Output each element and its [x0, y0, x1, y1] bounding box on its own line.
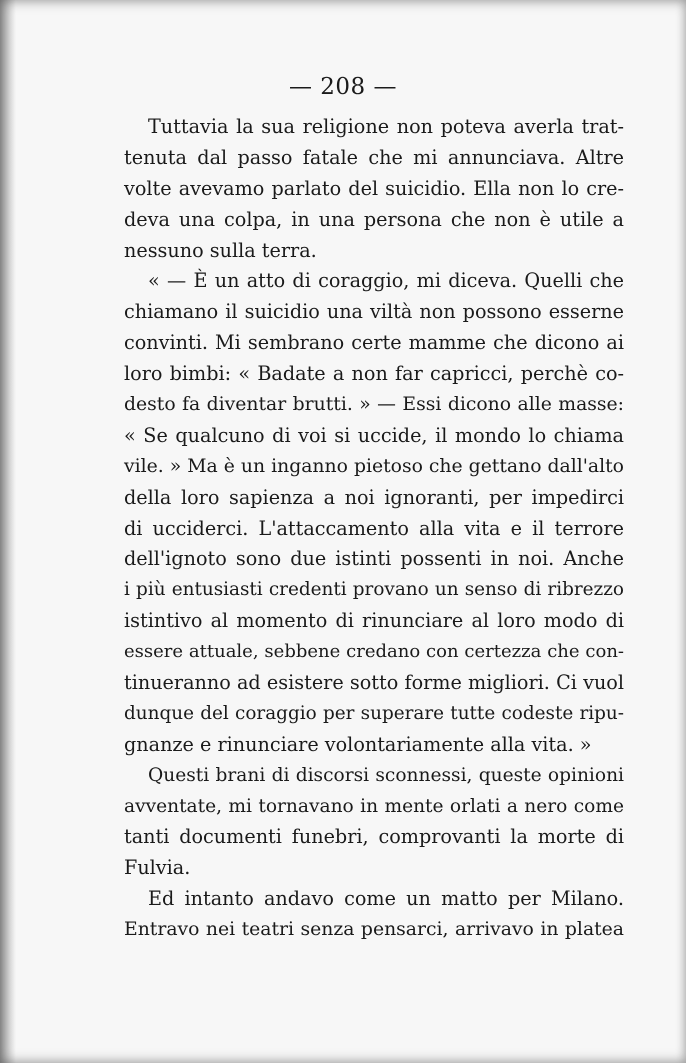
text-line: volte avevamo parlato del suicidio. Ella non lo cre-: [124, 176, 624, 200]
text-line: di ucciderci. L'attaccamento alla vita e il terrore: [124, 516, 624, 540]
text-line: dell'ignoto sono due istinti possenti in noi. Anche: [124, 547, 624, 571]
text-line: i più entusiasti credenti provano un senso di ribrezzo: [124, 579, 624, 601]
text-line: convinti. Mi sembrano certe mamme che dicono ai: [124, 331, 624, 355]
text-line: Ed intanto andavo come un matto per Milano.: [148, 887, 624, 911]
text-line: Fulvia.: [124, 856, 191, 880]
text-line: « — È un atto di coraggio, mi diceva. Quelli che: [148, 269, 624, 293]
text-line: desto fa diventar brutti. » — Essi dicono alle masse:: [124, 394, 624, 416]
text-line: tenuta dal passo fatale che mi annunciava. Altre: [124, 145, 624, 169]
body-text: [124, 112, 624, 946]
text-line: Questi brani di discorsi sconnessi, queste opinioni: [148, 764, 624, 786]
page-edge-shadow: [0, 0, 16, 1063]
text-line: avventate, mi tornavano in mente orlati a nero come: [124, 795, 624, 817]
text-line: chiamano il suicidio una viltà non possono esserne: [124, 300, 624, 324]
text-line: essere attuale, sebbene credano con certezza che con-: [124, 641, 624, 663]
text-line: vile. » Ma è un inganno pietoso che gettano dall'alto: [124, 455, 624, 477]
page-number: — 208 —: [288, 74, 398, 100]
text-line: loro bimbi: « Badate a non far capricci, perchè co-: [124, 362, 624, 386]
text-line: gnanze e rinunciare volontariamente alla vita. »: [124, 732, 592, 756]
text-line: Entravo nei teatri senza pensarci, arrivavo in platea: [124, 919, 624, 941]
text-line: nessuno sulla terra.: [124, 238, 317, 262]
text-line: « Se qualcuno di voi si uccide, il mondo lo chiama: [124, 423, 624, 447]
text-line: dunque del coraggio per superare tutte codeste ripu-: [124, 702, 624, 724]
text-line: deva una colpa, in una persona che non è utile a: [124, 207, 624, 231]
text-line: della loro sapienza a noi ignoranti, per impedirci: [124, 485, 624, 509]
text-line: istintivo al momento di rinunciare al loro modo di: [124, 609, 624, 633]
text-line: Tuttavia la sua religione non poteva averla trat-: [148, 115, 624, 138]
text-line: tinueranno ad esistere sotto forme migliori. Ci vuol: [124, 671, 624, 695]
text-line: tanti documenti funebri, comprovanti la morte di: [124, 825, 624, 849]
